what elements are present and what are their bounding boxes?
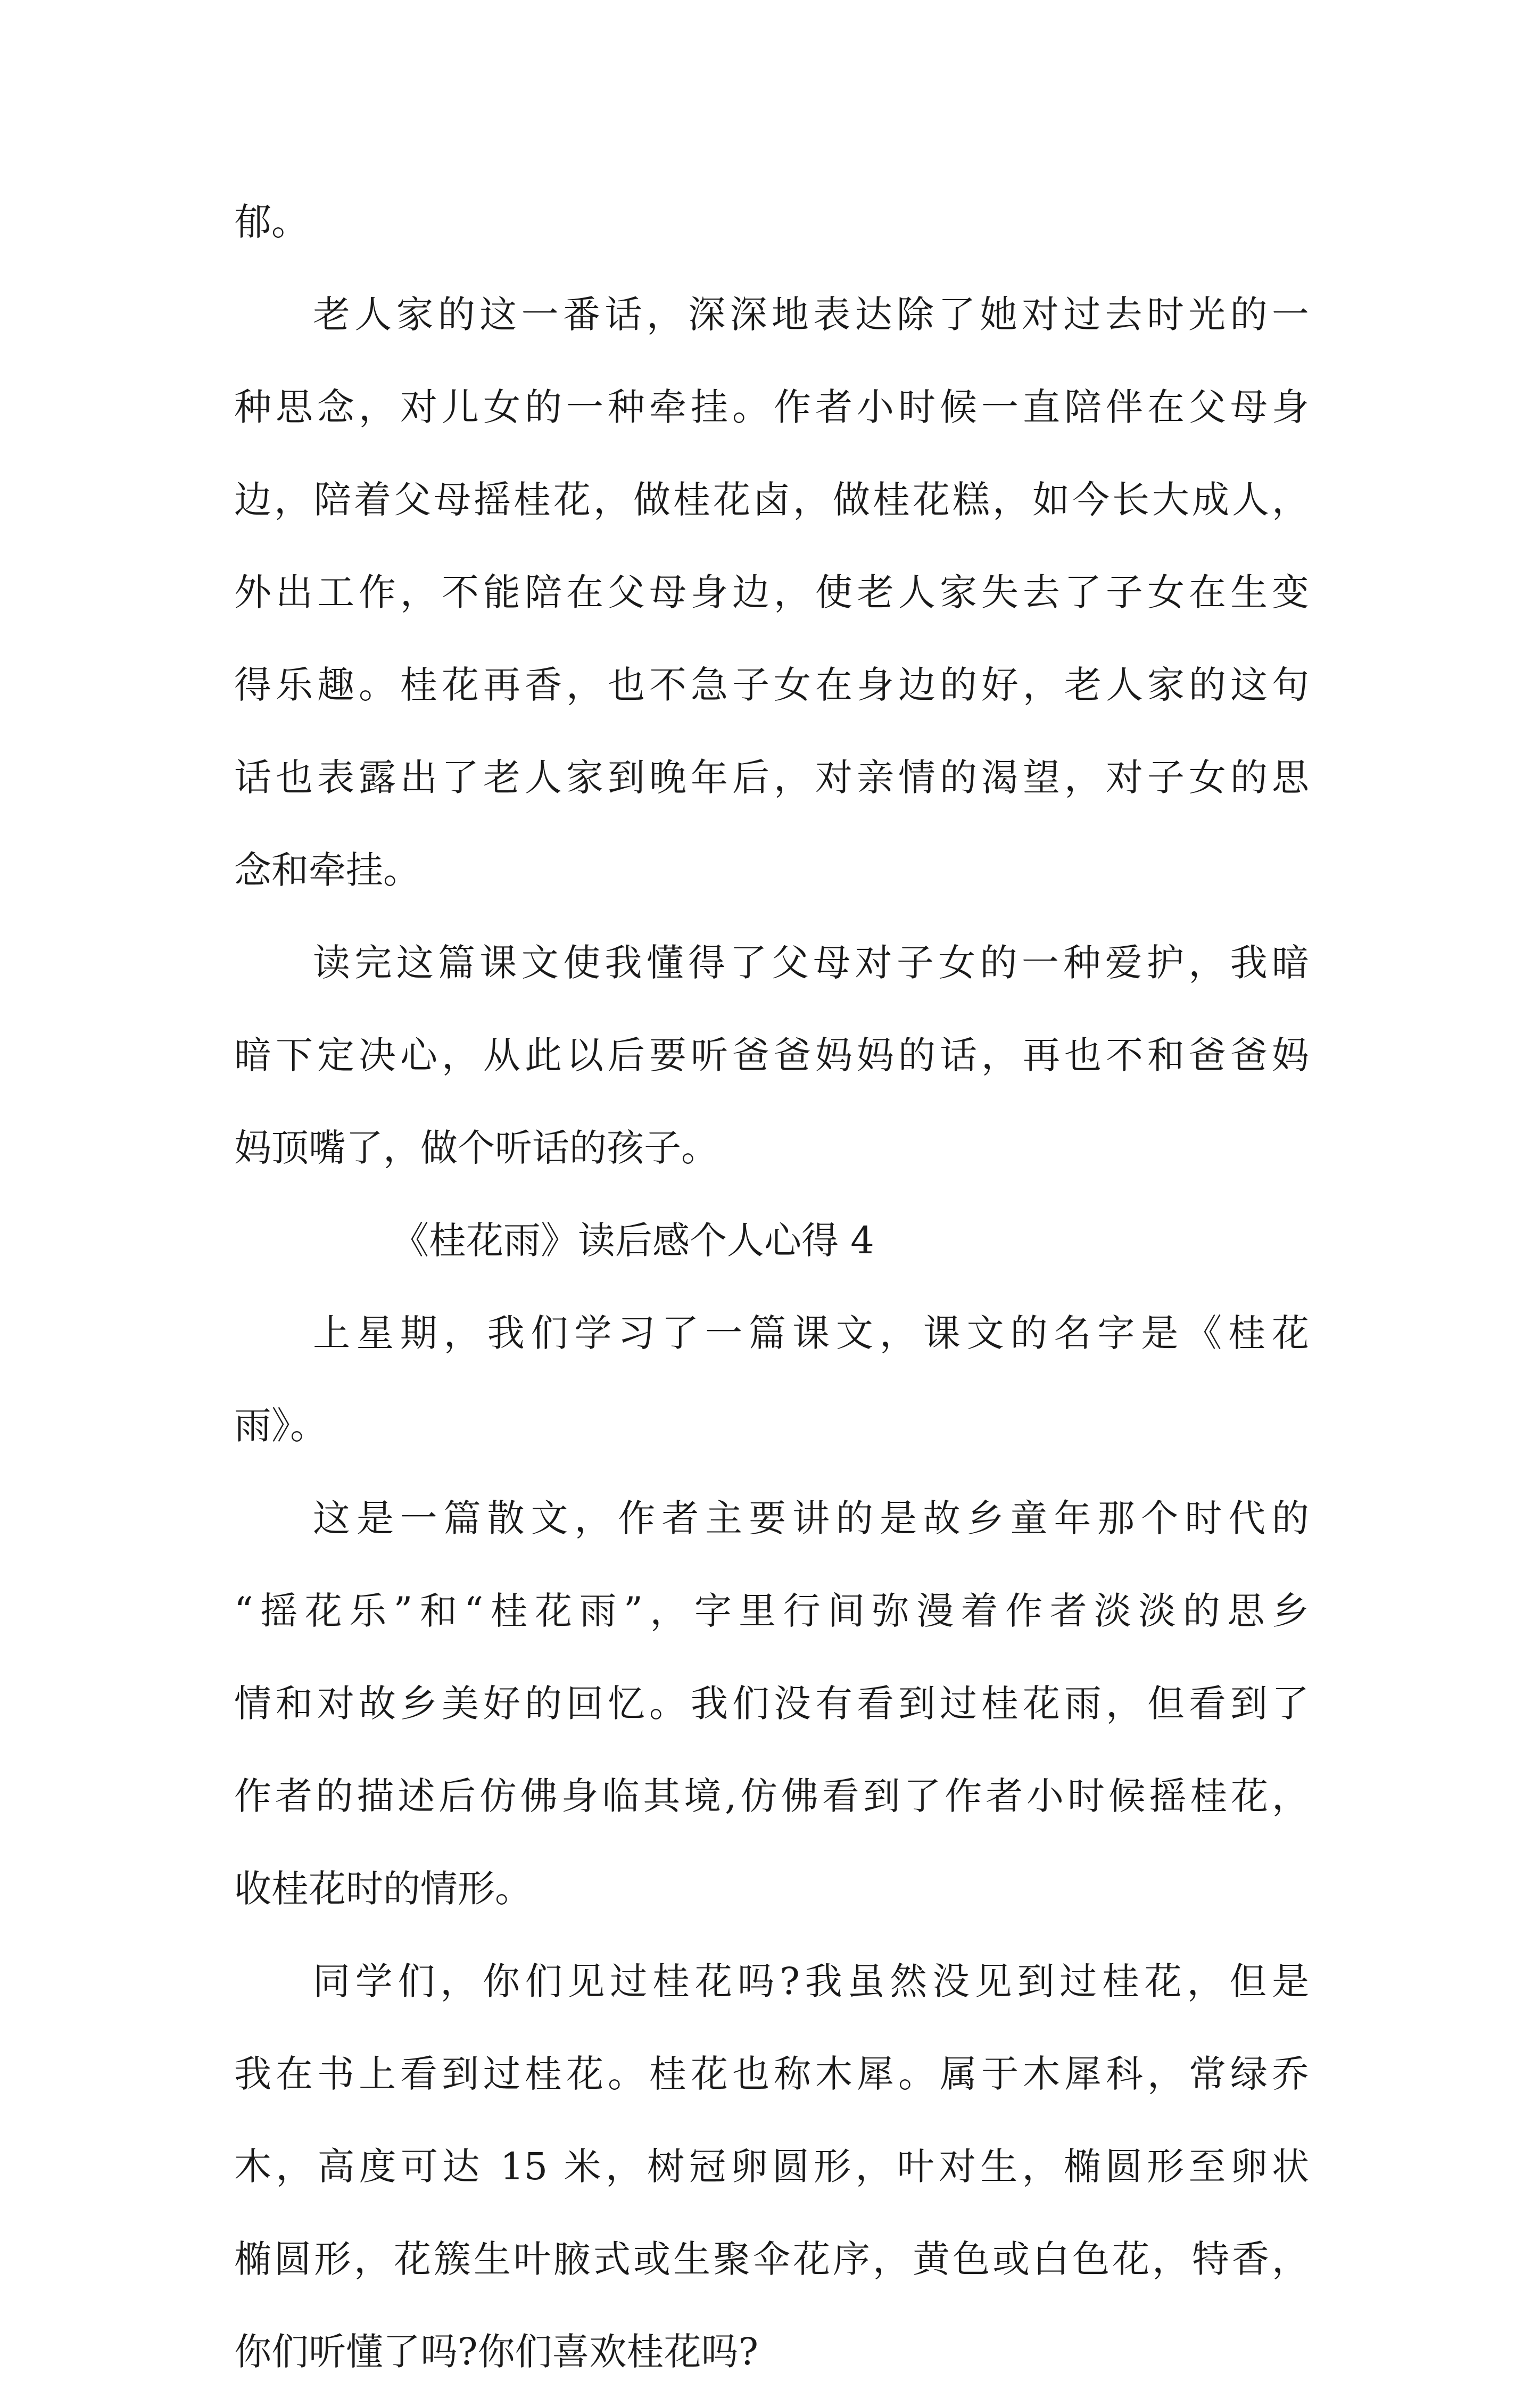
text-line: 情和对故乡美好的回忆。我们没有看到过桂花雨，但看到了 bbox=[234, 1682, 1309, 1725]
text-line: 种思念，对儿女的一种牵挂。作者小时候一直陪伴在父母身 bbox=[234, 385, 1309, 429]
section-heading: 《桂花雨》读后感个人心得 4 bbox=[392, 1219, 874, 1262]
text-line: 木，高度可达 15 米，树冠卵圆形，叶对生，椭圆形至卵状 bbox=[234, 2145, 1309, 2188]
paragraph-first-line: 老人家的这一番话，深深地表达除了她对过去时光的一 bbox=[313, 293, 1309, 336]
text-line: 作者的描述后仿佛身临其境,仿佛看到了作者小时候摇桂花， bbox=[234, 1774, 1309, 1818]
paragraph-first-line: 这是一篇散文，作者主要讲的是故乡童年那个时代的 bbox=[313, 1496, 1309, 1540]
paragraph-first-line: 同学们，你们见过桂花吗?我虽然没见到过桂花，但是 bbox=[313, 1959, 1309, 2003]
text-line: 我在书上看到过桂花。桂花也称木犀。属于木犀科，常绿乔 bbox=[234, 2052, 1309, 2096]
text-line: 郁。 bbox=[234, 200, 309, 244]
text-line: 你们听懂了吗?你们喜欢桂花吗? bbox=[234, 2330, 759, 2374]
text-line: 念和牵挂。 bbox=[234, 848, 420, 892]
text-line: 边，陪着父母摇桂花，做桂花卤，做桂花糕，如今长大成人， bbox=[234, 478, 1309, 522]
paragraph-first-line: 读完这篇课文使我懂得了父母对子女的一种爱护，我暗 bbox=[313, 941, 1309, 985]
text-line: 雨》。 bbox=[234, 1404, 327, 1448]
text-line: 外出工作，不能陪在父母身边，使老人家失去了子女在生变 bbox=[234, 570, 1309, 614]
paragraph-first-line: 上星期，我们学习了一篇课文，课文的名字是《桂花 bbox=[313, 1311, 1309, 1355]
text-line: 暗下定决心，从此以后要听爸爸妈妈的话，再也不和爸爸妈 bbox=[234, 1033, 1309, 1077]
text-line: 妈顶嘴了，做个听话的孩子。 bbox=[234, 1126, 718, 1170]
text-line: 得乐趣。桂花再香，也不急子女在身边的好，老人家的这句 bbox=[234, 663, 1309, 707]
text-line: 椭圆形，花簇生叶腋式或生聚伞花序，黄色或白色花，特香， bbox=[234, 2237, 1309, 2281]
text-line: “摇花乐”和“桂花雨”，字里行间弥漫着作者淡淡的思乡 bbox=[234, 1589, 1309, 1633]
text-line: 收桂花时的情形。 bbox=[234, 1867, 532, 1911]
text-line: 话也表露出了老人家到晚年后，对亲情的渴望，对子女的思 bbox=[234, 756, 1309, 799]
body-text bbox=[234, 176, 1309, 2398]
